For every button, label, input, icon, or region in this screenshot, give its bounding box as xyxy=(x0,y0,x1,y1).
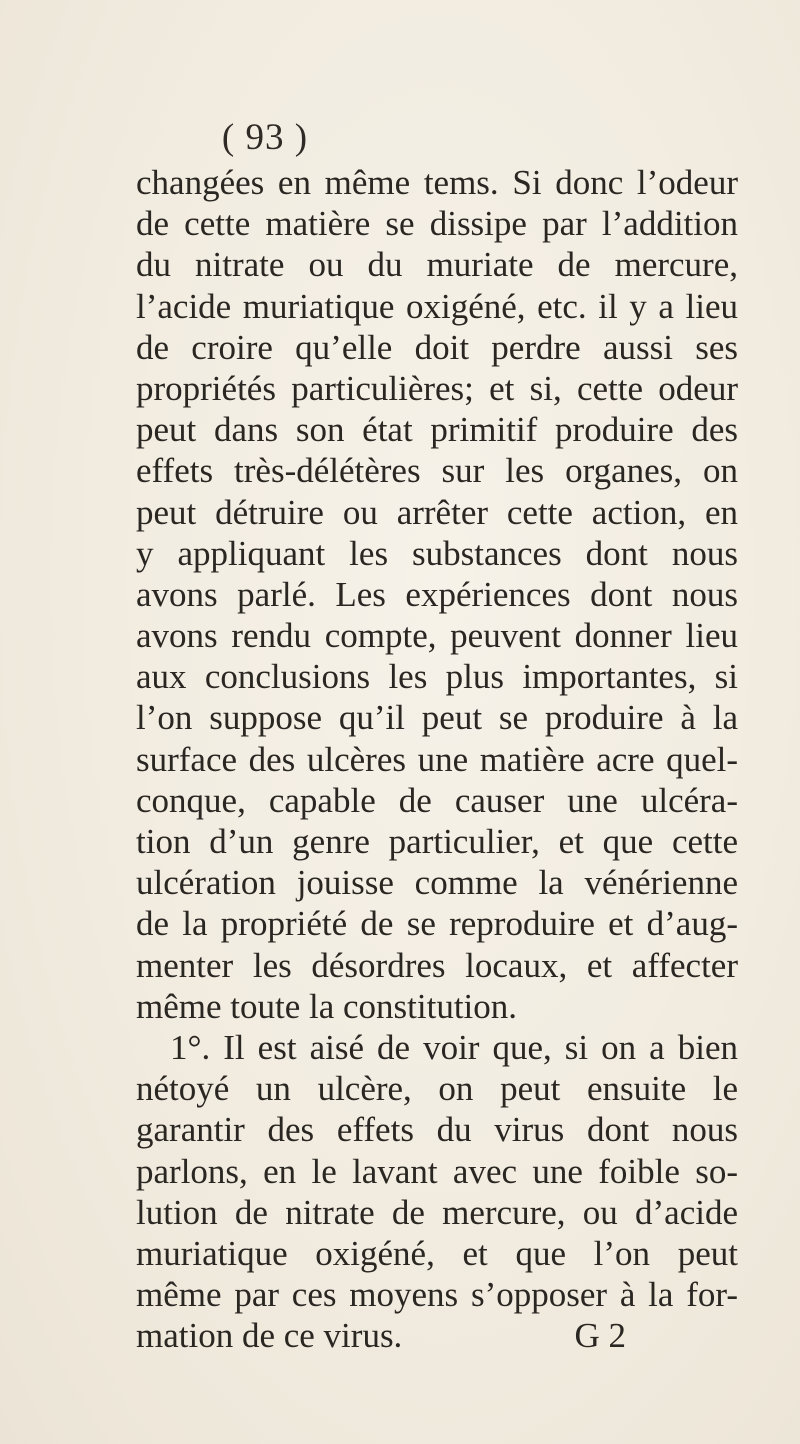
text-line: effets très-délétères sur les organes, on xyxy=(136,451,738,491)
text-line: mation de ce virus. xyxy=(136,1316,403,1356)
text-line: avons rendu compte, peuvent donner lieu xyxy=(136,616,738,656)
text-line: même par ces moyens s’opposer à la for- xyxy=(136,1275,738,1315)
text-line: muriatique oxigéné, et que l’on peut xyxy=(136,1233,738,1273)
page-header xyxy=(0,116,800,159)
text-line: l’on suppose qu’il peut se produire à la xyxy=(136,698,738,738)
text-line: du nitrate ou du muriate de mercure, xyxy=(136,245,738,285)
text-line: changées en même tems. Si donc l’odeur xyxy=(136,163,738,202)
text-line: de cette matière se dissipe par l’addition xyxy=(136,204,738,244)
text-line: propriétés particulières; et si, cette odeur xyxy=(136,368,738,408)
text-line: peut détruire ou arrêter cette action, en xyxy=(136,492,738,532)
body-text xyxy=(136,162,738,1356)
text-line: conque, capable de causer une ulcéra- xyxy=(136,780,738,820)
text-line: ulcération jouisse comme la vénérienne xyxy=(136,863,738,903)
text-line: menter les désordres locaux, et affecter xyxy=(136,945,738,985)
final-line xyxy=(136,1315,626,1356)
signature-mark: G 2 xyxy=(574,1316,626,1356)
text-line: nétoyé un ulcère, on peut ensuite le xyxy=(136,1069,738,1109)
text-line: parlons, en le lavant avec une foible so- xyxy=(136,1151,738,1191)
text-line: lution de nitrate de mercure, ou d’acide xyxy=(136,1192,738,1232)
text-line: aux conclusions les plus importantes, si xyxy=(136,657,738,697)
text-line: de la propriété de se reproduire et d’aug- xyxy=(136,904,738,944)
text-line: de croire qu’elle doit perdre aussi ses xyxy=(136,327,738,367)
text-line: 1°. Il est aisé de voir que, si on a bien xyxy=(170,1027,738,1067)
text-line: peut dans son état primitif produire des xyxy=(136,410,738,450)
page-number: ( 93 ) xyxy=(221,117,309,158)
text-line: même toute la constitution. xyxy=(136,986,518,1026)
text-line: avons parlé. Les expériences dont nous xyxy=(136,574,738,614)
text-line: y appliquant les substances dont nous xyxy=(136,533,738,573)
text-line: l’acide muriatique oxigéné, etc. il y a lieu xyxy=(136,286,738,326)
text-line: garantir des effets du virus dont nous xyxy=(136,1110,738,1150)
text-line: surface des ulcères une matière acre quel- xyxy=(136,739,738,779)
text-line: tion d’un genre particulier, et que cette xyxy=(136,822,738,861)
